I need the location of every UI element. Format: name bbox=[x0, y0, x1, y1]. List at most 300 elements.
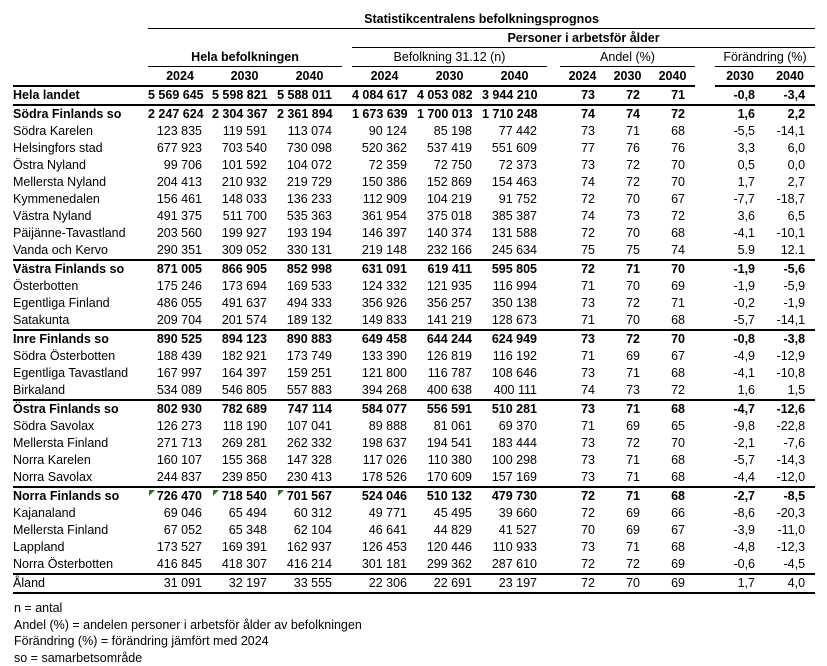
spacer bbox=[695, 105, 715, 123]
spacer bbox=[342, 123, 352, 140]
region-cell: Södra Karelen bbox=[13, 123, 148, 140]
value-cell: 72 bbox=[650, 105, 695, 123]
value-cell: -3,4 bbox=[765, 86, 815, 105]
spacer bbox=[547, 242, 560, 260]
value-cell: 3,6 bbox=[715, 208, 765, 225]
value-cell: 72 373 bbox=[482, 157, 547, 174]
value-cell: -2,7 bbox=[715, 487, 765, 505]
value-cell: 72 bbox=[560, 574, 605, 593]
table-row bbox=[13, 174, 815, 191]
value-cell: -12,9 bbox=[765, 348, 815, 365]
spacer bbox=[342, 157, 352, 174]
value-cell: 49 771 bbox=[352, 505, 417, 522]
year-header: 2040 bbox=[482, 67, 547, 87]
value-cell: 546 805 bbox=[212, 382, 277, 400]
value-cell: 68 bbox=[650, 123, 695, 140]
value-cell: -4,1 bbox=[715, 365, 765, 382]
spacer bbox=[342, 260, 352, 278]
blank-cell bbox=[13, 48, 148, 67]
spacer bbox=[695, 312, 715, 330]
region-cell: Kymmenedalen bbox=[13, 191, 148, 208]
value-cell: 33 555 bbox=[277, 574, 342, 593]
value-cell: 39 660 bbox=[482, 505, 547, 522]
value-cell: 203 560 bbox=[148, 225, 212, 242]
value-cell: 204 413 bbox=[148, 174, 212, 191]
value-cell: 1,6 bbox=[715, 105, 765, 123]
value-cell: 71 bbox=[605, 452, 650, 469]
value-cell: 5 569 645 bbox=[148, 86, 212, 105]
value-cell: 104 072 bbox=[277, 157, 342, 174]
region-cell: Inre Finlands so bbox=[13, 330, 148, 348]
region-cell: Norra Karelen bbox=[13, 452, 148, 469]
region-cell: Västra Finlands so bbox=[13, 260, 148, 278]
spacer bbox=[342, 400, 352, 418]
value-cell: 287 610 bbox=[482, 556, 547, 574]
year-header: 2030 bbox=[417, 67, 482, 87]
corner-blank bbox=[13, 10, 148, 29]
value-cell: 1,7 bbox=[715, 174, 765, 191]
spacer bbox=[695, 295, 715, 312]
value-cell: 394 268 bbox=[352, 382, 417, 400]
value-cell: 69 bbox=[605, 348, 650, 365]
value-cell: 70 bbox=[650, 260, 695, 278]
value-cell: 356 926 bbox=[352, 295, 417, 312]
value-cell: 71 bbox=[605, 260, 650, 278]
blank-cell bbox=[13, 67, 148, 87]
value-cell: -14,1 bbox=[765, 123, 815, 140]
value-cell: 67 bbox=[650, 191, 695, 208]
spacer bbox=[695, 86, 715, 105]
spacer bbox=[695, 278, 715, 295]
value-cell: 5.9 bbox=[715, 242, 765, 260]
spacer bbox=[342, 539, 352, 556]
table-body bbox=[13, 86, 815, 593]
table-row bbox=[13, 365, 815, 382]
value-cell: -5,7 bbox=[715, 452, 765, 469]
value-cell: 644 244 bbox=[417, 330, 482, 348]
value-cell: 73 bbox=[560, 330, 605, 348]
value-cell: 416 214 bbox=[277, 556, 342, 574]
value-cell: 2,7 bbox=[765, 174, 815, 191]
value-cell: 70 bbox=[605, 191, 650, 208]
value-cell: 350 138 bbox=[482, 295, 547, 312]
table-row bbox=[13, 140, 815, 157]
spacer bbox=[547, 295, 560, 312]
value-cell: -4,5 bbox=[765, 556, 815, 574]
value-cell: 150 386 bbox=[352, 174, 417, 191]
region-cell: Södra Österbotten bbox=[13, 348, 148, 365]
spacer bbox=[695, 225, 715, 242]
value-cell: 67 bbox=[650, 348, 695, 365]
spacer bbox=[547, 157, 560, 174]
value-cell: 69 046 bbox=[148, 505, 212, 522]
value-cell: 3 944 210 bbox=[482, 86, 547, 105]
value-cell: 162 937 bbox=[277, 539, 342, 556]
value-cell: 156 461 bbox=[148, 191, 212, 208]
population-forecast-report bbox=[0, 10, 827, 650]
value-cell: 173 694 bbox=[212, 278, 277, 295]
region-cell: Hela landet bbox=[13, 86, 148, 105]
spacer bbox=[547, 67, 560, 87]
value-cell: 703 540 bbox=[212, 140, 277, 157]
value-cell: 62 104 bbox=[277, 522, 342, 539]
table-row bbox=[13, 469, 815, 487]
value-cell: 619 411 bbox=[417, 260, 482, 278]
spacer bbox=[342, 522, 352, 539]
year-header: 2040 bbox=[765, 67, 815, 87]
value-cell: 494 333 bbox=[277, 295, 342, 312]
value-cell: 74 bbox=[560, 174, 605, 191]
table-row bbox=[13, 123, 815, 140]
footnote: so = samarbetsområde bbox=[14, 650, 827, 666]
value-cell: 159 251 bbox=[277, 365, 342, 382]
value-cell: 356 257 bbox=[417, 295, 482, 312]
value-cell: -0,8 bbox=[715, 330, 765, 348]
value-cell: 73 bbox=[560, 469, 605, 487]
spacer bbox=[547, 522, 560, 539]
value-cell: 2 247 624 bbox=[148, 105, 212, 123]
col-group-working-age: Personer i arbetsför ålder bbox=[352, 29, 815, 48]
table-row bbox=[13, 157, 815, 174]
value-cell: 486 055 bbox=[148, 295, 212, 312]
value-cell: 70 bbox=[650, 330, 695, 348]
value-cell: -4,8 bbox=[715, 539, 765, 556]
value-cell: 169 391 bbox=[212, 539, 277, 556]
value-cell: 149 833 bbox=[352, 312, 417, 330]
value-cell: 72 bbox=[650, 382, 695, 400]
value-cell: 68 bbox=[650, 539, 695, 556]
value-cell: 119 591 bbox=[212, 123, 277, 140]
table-row bbox=[13, 295, 815, 312]
value-cell: 1,7 bbox=[715, 574, 765, 593]
value-cell: 85 198 bbox=[417, 123, 482, 140]
value-cell: 2,2 bbox=[765, 105, 815, 123]
value-cell: 112 909 bbox=[352, 191, 417, 208]
value-cell: -0,6 bbox=[715, 556, 765, 574]
value-cell: 852 998 bbox=[277, 260, 342, 278]
value-cell: 76 bbox=[605, 140, 650, 157]
spacer bbox=[547, 400, 560, 418]
value-cell: 107 041 bbox=[277, 418, 342, 435]
value-cell: 70 bbox=[605, 574, 650, 593]
spacer bbox=[342, 225, 352, 242]
value-cell: 524 046 bbox=[352, 487, 417, 505]
region-cell: Vanda och Kervo bbox=[13, 242, 148, 260]
value-cell: 77 442 bbox=[482, 123, 547, 140]
value-cell: 418 307 bbox=[212, 556, 277, 574]
error-indicator-icon bbox=[213, 490, 219, 496]
spacer bbox=[547, 86, 560, 105]
value-cell: 126 453 bbox=[352, 539, 417, 556]
value-cell: 68 bbox=[650, 312, 695, 330]
spacer bbox=[547, 123, 560, 140]
value-cell: 701 567 bbox=[277, 487, 342, 505]
value-cell: 71 bbox=[605, 123, 650, 140]
table-row bbox=[13, 418, 815, 435]
col-group-change: Förändring (%) bbox=[715, 48, 815, 67]
value-cell: 69 bbox=[650, 556, 695, 574]
value-cell: 72 bbox=[650, 208, 695, 225]
value-cell: 201 574 bbox=[212, 312, 277, 330]
value-cell: 73 bbox=[560, 123, 605, 140]
value-cell: 72 bbox=[605, 86, 650, 105]
value-cell: 72 bbox=[560, 260, 605, 278]
value-cell: 74 bbox=[560, 105, 605, 123]
value-cell: -14,1 bbox=[765, 312, 815, 330]
value-cell: 65 494 bbox=[212, 505, 277, 522]
value-cell: 244 837 bbox=[148, 469, 212, 487]
table-row bbox=[13, 435, 815, 452]
value-cell: 479 730 bbox=[482, 487, 547, 505]
value-cell: 677 923 bbox=[148, 140, 212, 157]
spacer bbox=[695, 330, 715, 348]
table-row bbox=[13, 452, 815, 469]
value-cell: 199 927 bbox=[212, 225, 277, 242]
value-cell: -2,1 bbox=[715, 435, 765, 452]
table-row bbox=[13, 348, 815, 365]
value-cell: 239 850 bbox=[212, 469, 277, 487]
spacer bbox=[547, 312, 560, 330]
table-row bbox=[13, 382, 815, 400]
table-row bbox=[13, 191, 815, 208]
value-cell: 71 bbox=[605, 487, 650, 505]
value-cell: 110 933 bbox=[482, 539, 547, 556]
spacer bbox=[695, 487, 715, 505]
region-cell: Södra Savolax bbox=[13, 418, 148, 435]
region-cell: Västra Nyland bbox=[13, 208, 148, 225]
spacer bbox=[342, 191, 352, 208]
blank-cell bbox=[148, 29, 352, 48]
value-cell: -10,8 bbox=[765, 365, 815, 382]
spacer bbox=[342, 574, 352, 593]
value-cell: 73 bbox=[560, 365, 605, 382]
blank-cell bbox=[13, 29, 148, 48]
value-cell: 4 053 082 bbox=[417, 86, 482, 105]
value-cell: -1,9 bbox=[765, 295, 815, 312]
spacer bbox=[547, 452, 560, 469]
value-cell: 173 749 bbox=[277, 348, 342, 365]
region-cell: Östra Finlands so bbox=[13, 400, 148, 418]
value-cell: -7,6 bbox=[765, 435, 815, 452]
value-cell: 121 800 bbox=[352, 365, 417, 382]
spacer bbox=[342, 208, 352, 225]
value-cell: 6,5 bbox=[765, 208, 815, 225]
spacer bbox=[695, 505, 715, 522]
value-cell: 173 527 bbox=[148, 539, 212, 556]
region-cell: Norra Finlands so bbox=[13, 487, 148, 505]
value-cell: 67 052 bbox=[148, 522, 212, 539]
spacer bbox=[695, 208, 715, 225]
table-row bbox=[13, 522, 815, 539]
value-cell: 0,5 bbox=[715, 157, 765, 174]
value-cell: -3,9 bbox=[715, 522, 765, 539]
value-cell: 22 306 bbox=[352, 574, 417, 593]
value-cell: -5,5 bbox=[715, 123, 765, 140]
value-cell: -14,3 bbox=[765, 452, 815, 469]
value-cell: 782 689 bbox=[212, 400, 277, 418]
value-cell: -5,6 bbox=[765, 260, 815, 278]
year-header: 2030 bbox=[212, 67, 277, 87]
value-cell: 75 bbox=[560, 242, 605, 260]
year-header: 2030 bbox=[715, 67, 765, 87]
spacer bbox=[342, 469, 352, 487]
spacer bbox=[695, 556, 715, 574]
value-cell: 4 084 617 bbox=[352, 86, 417, 105]
value-cell: 69 bbox=[605, 522, 650, 539]
spacer bbox=[695, 452, 715, 469]
value-cell: 210 932 bbox=[212, 174, 277, 191]
table-row bbox=[13, 105, 815, 123]
value-cell: 69 bbox=[605, 418, 650, 435]
value-cell: 510 281 bbox=[482, 400, 547, 418]
value-cell: -5,9 bbox=[765, 278, 815, 295]
spacer bbox=[342, 312, 352, 330]
value-cell: 120 446 bbox=[417, 539, 482, 556]
value-cell: 491 637 bbox=[212, 295, 277, 312]
spacer bbox=[547, 435, 560, 452]
value-cell: -12,0 bbox=[765, 469, 815, 487]
value-cell: 71 bbox=[560, 348, 605, 365]
value-cell: -12,3 bbox=[765, 539, 815, 556]
value-cell: 491 375 bbox=[148, 208, 212, 225]
value-cell: 70 bbox=[650, 435, 695, 452]
footnote: Andel (%) = andelen personer i arbetsför ålder av befolkningen bbox=[14, 617, 827, 634]
value-cell: 0,0 bbox=[765, 157, 815, 174]
table-row bbox=[13, 208, 815, 225]
spacer bbox=[342, 242, 352, 260]
value-cell: 70 bbox=[560, 522, 605, 539]
value-cell: 73 bbox=[560, 435, 605, 452]
footnote: n = antal bbox=[14, 600, 827, 617]
value-cell: 169 533 bbox=[277, 278, 342, 295]
spacer bbox=[342, 487, 352, 505]
spacer bbox=[547, 348, 560, 365]
value-cell: 68 bbox=[650, 365, 695, 382]
population-forecast-table bbox=[13, 10, 815, 594]
value-cell: 534 089 bbox=[148, 382, 212, 400]
value-cell: 65 bbox=[650, 418, 695, 435]
value-cell: 70 bbox=[605, 312, 650, 330]
value-cell: 269 281 bbox=[212, 435, 277, 452]
region-cell: Mellersta Finland bbox=[13, 522, 148, 539]
value-cell: 416 845 bbox=[148, 556, 212, 574]
year-header: 2040 bbox=[650, 67, 695, 87]
spacer bbox=[695, 260, 715, 278]
value-cell: 123 835 bbox=[148, 123, 212, 140]
value-cell: 71 bbox=[605, 539, 650, 556]
spacer bbox=[695, 469, 715, 487]
spacer bbox=[547, 105, 560, 123]
year-header: 2040 bbox=[277, 67, 342, 87]
region-cell: Östra Nyland bbox=[13, 157, 148, 174]
value-cell: 730 098 bbox=[277, 140, 342, 157]
value-cell: 209 704 bbox=[148, 312, 212, 330]
region-cell: Norra Savolax bbox=[13, 469, 148, 487]
value-cell: 73 bbox=[560, 452, 605, 469]
value-cell: 67 bbox=[650, 522, 695, 539]
value-cell: 118 190 bbox=[212, 418, 277, 435]
value-cell: 624 949 bbox=[482, 330, 547, 348]
spacer bbox=[695, 574, 715, 593]
value-cell: 73 bbox=[605, 208, 650, 225]
spacer bbox=[695, 174, 715, 191]
value-cell: 3,3 bbox=[715, 140, 765, 157]
region-cell: Norra Österbotten bbox=[13, 556, 148, 574]
value-cell: 72 bbox=[605, 435, 650, 452]
value-cell: 32 197 bbox=[212, 574, 277, 593]
value-cell: -5,7 bbox=[715, 312, 765, 330]
table-row bbox=[13, 539, 815, 556]
value-cell: 23 197 bbox=[482, 574, 547, 593]
value-cell: 556 591 bbox=[417, 400, 482, 418]
value-cell: 385 387 bbox=[482, 208, 547, 225]
value-cell: 69 bbox=[650, 278, 695, 295]
value-cell: 535 363 bbox=[277, 208, 342, 225]
value-cell: 245 634 bbox=[482, 242, 547, 260]
value-cell: 4,0 bbox=[765, 574, 815, 593]
value-cell: 164 397 bbox=[212, 365, 277, 382]
value-cell: 131 588 bbox=[482, 225, 547, 242]
value-cell: 178 526 bbox=[352, 469, 417, 487]
value-cell: 41 527 bbox=[482, 522, 547, 539]
col-group-share: Andel (%) bbox=[560, 48, 695, 67]
spacer bbox=[695, 191, 715, 208]
value-cell: 110 380 bbox=[417, 452, 482, 469]
value-cell: -9,8 bbox=[715, 418, 765, 435]
value-cell: 108 646 bbox=[482, 365, 547, 382]
table-row bbox=[13, 505, 815, 522]
value-cell: 45 495 bbox=[417, 505, 482, 522]
value-cell: 2 304 367 bbox=[212, 105, 277, 123]
spacer bbox=[695, 365, 715, 382]
value-cell: 70 bbox=[605, 278, 650, 295]
value-cell: 890 525 bbox=[148, 330, 212, 348]
value-cell: 154 463 bbox=[482, 174, 547, 191]
value-cell: 89 888 bbox=[352, 418, 417, 435]
value-cell: 22 691 bbox=[417, 574, 482, 593]
spacer bbox=[695, 522, 715, 539]
value-cell: -4,1 bbox=[715, 225, 765, 242]
spacer bbox=[695, 539, 715, 556]
spacer bbox=[547, 48, 560, 67]
value-cell: 400 638 bbox=[417, 382, 482, 400]
value-cell: 219 148 bbox=[352, 242, 417, 260]
col-group-population: Befolkning 31.12 (n) bbox=[352, 48, 547, 67]
region-cell: Päijänne-Tavastland bbox=[13, 225, 148, 242]
value-cell: 1 710 248 bbox=[482, 105, 547, 123]
value-cell: 309 052 bbox=[212, 242, 277, 260]
spacer bbox=[342, 556, 352, 574]
value-cell: 219 729 bbox=[277, 174, 342, 191]
spacer bbox=[695, 435, 715, 452]
table-row bbox=[13, 242, 815, 260]
value-cell: 69 bbox=[605, 505, 650, 522]
value-cell: 126 819 bbox=[417, 348, 482, 365]
value-cell: 301 181 bbox=[352, 556, 417, 574]
value-cell: 299 362 bbox=[417, 556, 482, 574]
value-cell: 113 074 bbox=[277, 123, 342, 140]
spacer bbox=[342, 48, 352, 67]
value-cell: 1 700 013 bbox=[417, 105, 482, 123]
table-row bbox=[13, 487, 815, 505]
spacer bbox=[342, 174, 352, 191]
value-cell: 510 132 bbox=[417, 487, 482, 505]
value-cell: 726 470 bbox=[148, 487, 212, 505]
value-cell: 400 111 bbox=[482, 382, 547, 400]
value-cell: 894 123 bbox=[212, 330, 277, 348]
value-cell: 71 bbox=[650, 86, 695, 105]
col-group-total-population: Hela befolkningen bbox=[148, 48, 342, 67]
